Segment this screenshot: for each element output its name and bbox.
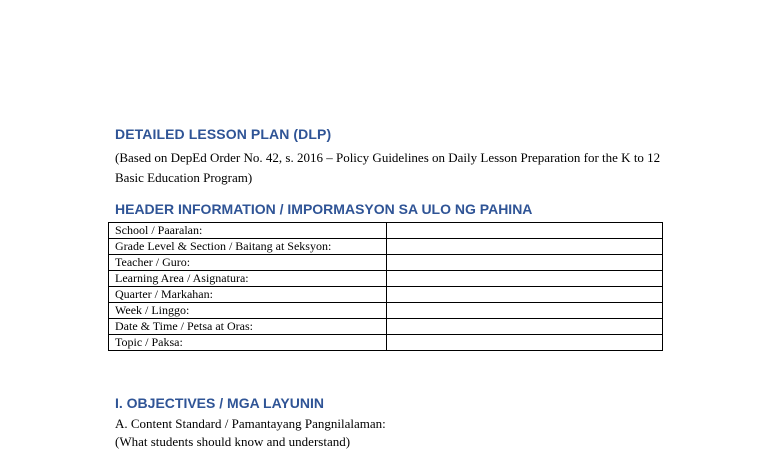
learning-area-label: Learning Area / Asignatura: — [109, 271, 387, 287]
content-standard-note: (What students should know and understand) — [115, 434, 351, 449]
table-row — [109, 287, 663, 303]
learning-area-value[interactable] — [386, 271, 662, 287]
header-information-heading: HEADER INFORMATION / IMPORMASYON SA ULO NG PAHINA — [115, 201, 533, 217]
header-information-table — [108, 222, 663, 351]
topic-value[interactable] — [386, 335, 662, 351]
week-value[interactable] — [386, 303, 662, 319]
grade-level-section-value[interactable] — [386, 239, 662, 255]
date-time-value[interactable] — [386, 319, 662, 335]
school-value[interactable] — [386, 223, 662, 239]
table-row — [109, 319, 663, 335]
grade-level-section-label: Grade Level & Section / Baitang at Seksyon: — [109, 239, 387, 255]
content-standard-label: A. Content Standard / Pamantayang Pangnilalaman: — [115, 416, 386, 431]
date-time-label: Date & Time / Petsa at Oras: — [109, 319, 387, 335]
quarter-label: Quarter / Markahan: — [109, 287, 387, 303]
table-row — [109, 255, 663, 271]
table-row — [109, 239, 663, 255]
table-row — [109, 335, 663, 351]
teacher-value[interactable] — [386, 255, 662, 271]
document-subtitle: (Based on DepEd Order No. 42, s. 2016 – Policy Guidelines on Daily Lesson Preparation for the K to 12 Basic Education Program) — [115, 150, 661, 185]
objectives-heading: I. OBJECTIVES / MGA LAYUNIN — [115, 395, 324, 411]
teacher-label: Teacher / Guro: — [109, 255, 387, 271]
document-title: DETAILED LESSON PLAN (DLP) — [115, 126, 332, 142]
quarter-value[interactable] — [386, 287, 662, 303]
week-label: Week / Linggo: — [109, 303, 387, 319]
topic-label: Topic / Paksa: — [109, 335, 387, 351]
table-row — [109, 271, 663, 287]
table-row — [109, 303, 663, 319]
table-row — [109, 223, 663, 239]
school-label: School / Paaralan: — [109, 223, 387, 239]
